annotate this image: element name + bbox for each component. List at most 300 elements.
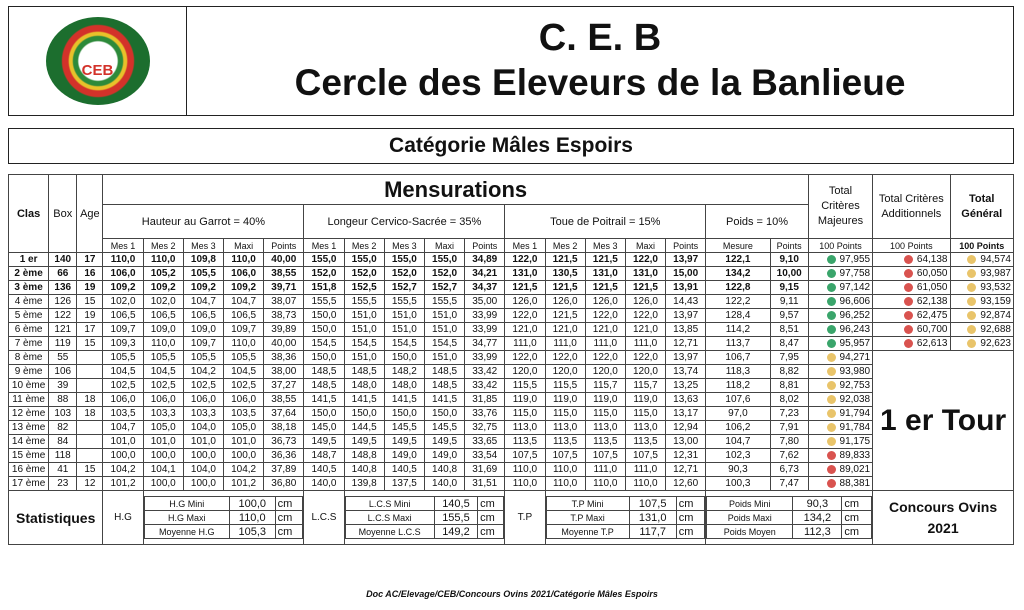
table-row (9, 351, 1014, 365)
poids-value: 7,95 (770, 351, 808, 365)
tp-value: 131,0 (625, 267, 665, 281)
status-dot-icon (827, 269, 836, 278)
total-additionnels-cell-value: 62,613 (916, 338, 948, 349)
stat-label: Poids Maxi (707, 511, 793, 525)
age-cell: 18 (77, 393, 103, 407)
tp-value: 113,0 (585, 421, 625, 435)
hg-value: 100,0 (143, 477, 183, 491)
stat-value: 134,2 (793, 511, 842, 525)
total-general-cell-value: 93,159 (980, 296, 1011, 307)
lcs-value: 154,5 (424, 337, 464, 351)
tp-value: 111,0 (625, 337, 665, 351)
age-cell: 18 (77, 407, 103, 421)
lcs-value: 149,5 (304, 435, 344, 449)
rank-cell: 5 ème (9, 309, 49, 323)
hg-value: 38,55 (264, 267, 304, 281)
age-cell: 12 (77, 477, 103, 491)
tp-value: 111,0 (625, 463, 665, 477)
tp-value: 119,0 (625, 393, 665, 407)
lcs-value: 148,0 (344, 379, 384, 393)
lcs-value: 150,0 (344, 407, 384, 421)
poids-value: 97,0 (706, 407, 770, 421)
total-majeures-cell-value: 92,753 (839, 380, 871, 391)
tp-value: 131,0 (585, 267, 625, 281)
stat-label: Poids Moyen (707, 525, 793, 539)
total-additionnels-cell (873, 323, 950, 337)
hg-value: 36,36 (264, 449, 304, 463)
stat-label: L.C.S Mini (345, 497, 434, 511)
lcs-value: 152,0 (304, 267, 344, 281)
hg-value: 104,1 (143, 463, 183, 477)
lcs-value: 140,8 (424, 463, 464, 477)
box-cell: 55 (49, 351, 77, 365)
box-cell: 106 (49, 365, 77, 379)
lcs-value: 152,5 (344, 281, 384, 295)
results-table (8, 174, 1014, 545)
total-general-cell (950, 253, 1014, 267)
lcs-value: 140,5 (384, 463, 424, 477)
lcs-value: 150,0 (424, 407, 464, 421)
hg-value: 109,2 (103, 281, 143, 295)
rank-cell: 8 ème (9, 351, 49, 365)
hg-value: 109,7 (103, 323, 143, 337)
age-cell: 19 (77, 281, 103, 295)
status-dot-icon (827, 255, 836, 264)
poids-value: 104,7 (706, 435, 770, 449)
total-majeures-cell (808, 337, 872, 351)
stat-label: L.C.S Maxi (345, 511, 434, 525)
hg-value: 110,0 (224, 337, 264, 351)
tp-value: 119,0 (505, 393, 545, 407)
total-additionnels-cell-value: 61,050 (916, 282, 948, 293)
poids-value: 102,3 (706, 449, 770, 463)
hg-value: 40,00 (264, 253, 304, 267)
hg-value: 38,07 (264, 295, 304, 309)
hg-value: 105,5 (183, 351, 223, 365)
stat-unit: cm (478, 511, 504, 525)
stat-value: 149,2 (434, 525, 477, 539)
hg-value: 110,0 (224, 253, 264, 267)
hg-value: 103,5 (103, 407, 143, 421)
poids-value: 128,4 (706, 309, 770, 323)
total-general-cell-value: 93,987 (980, 268, 1011, 279)
lcs-value: 148,7 (304, 449, 344, 463)
tp-value: 121,5 (585, 281, 625, 295)
lcs-value: 145,0 (304, 421, 344, 435)
table-row (9, 295, 1014, 309)
hg-value: 106,0 (224, 393, 264, 407)
lcs-value: 33,99 (465, 351, 505, 365)
lcs-value: 148,5 (304, 365, 344, 379)
group-longeur-cervico: Longeur Cervico-Sacrée = 35% (304, 205, 505, 239)
hg-value: 106,0 (143, 393, 183, 407)
hg-value: 101,0 (183, 435, 223, 449)
lcs-value: 155,5 (304, 295, 344, 309)
subheader-mes2: Mes 2 (344, 239, 384, 253)
tp-value: 121,5 (505, 281, 545, 295)
box-cell: 84 (49, 435, 77, 449)
lcs-value: 152,7 (424, 281, 464, 295)
box-cell: 126 (49, 295, 77, 309)
tp-value: 121,0 (585, 323, 625, 337)
lcs-value: 34,89 (465, 253, 505, 267)
table-row (9, 421, 1014, 435)
subheader-maxi: Maxi (424, 239, 464, 253)
tp-value: 115,7 (625, 379, 665, 393)
lcs-value: 141,5 (384, 393, 424, 407)
box-cell: 119 (49, 337, 77, 351)
tp-value: 122,0 (505, 351, 545, 365)
hg-value: 38,55 (264, 393, 304, 407)
tp-value: 13,97 (666, 351, 706, 365)
tp-value: 111,0 (505, 337, 545, 351)
lcs-value: 31,85 (465, 393, 505, 407)
tp-value: 121,5 (545, 309, 585, 323)
lcs-value: 35,00 (465, 295, 505, 309)
hg-value: 40,00 (264, 337, 304, 351)
hg-value: 106,5 (103, 309, 143, 323)
hg-value: 102,5 (103, 379, 143, 393)
tp-value: 126,0 (585, 295, 625, 309)
group-toue-poitrail: Toue de Poitrail = 15% (505, 205, 706, 239)
box-cell: 103 (49, 407, 77, 421)
stat-value: 105,3 (229, 525, 275, 539)
tp-value: 121,5 (545, 253, 585, 267)
tp-value: 13,63 (666, 393, 706, 407)
stat-unit: cm (275, 525, 303, 539)
poids-value: 6,73 (770, 463, 808, 477)
stat-unit: cm (842, 511, 872, 525)
total-general-cell-value: 93,532 (980, 282, 1011, 293)
round-label: 1 er Tour (873, 351, 1014, 491)
stat-label: Moyenne T.P (546, 525, 629, 539)
tp-value: 126,0 (505, 295, 545, 309)
lcs-value: 141,5 (344, 393, 384, 407)
total-additionnels-cell (873, 253, 950, 267)
title-block (187, 7, 1013, 115)
age-cell: 17 (77, 253, 103, 267)
status-dot-icon (827, 367, 836, 376)
tp-value: 115,5 (545, 379, 585, 393)
total-majeures-cell (808, 477, 872, 491)
hg-value: 102,5 (224, 379, 264, 393)
lcs-value: 31,51 (465, 477, 505, 491)
tp-value: 126,0 (545, 295, 585, 309)
rank-cell: 17 ème (9, 477, 49, 491)
lcs-value: 140,5 (304, 463, 344, 477)
lcs-value: 33,76 (465, 407, 505, 421)
stat-unit: cm (275, 497, 303, 511)
hg-value: 105,2 (143, 267, 183, 281)
hg-value: 105,5 (183, 267, 223, 281)
lcs-value: 144,5 (344, 421, 384, 435)
total-majeures-cell (808, 463, 872, 477)
table-row (9, 323, 1014, 337)
rank-cell: 3 ème (9, 281, 49, 295)
hg-value: 101,0 (224, 435, 264, 449)
rank-cell: 11 ème (9, 393, 49, 407)
lcs-value: 33,54 (465, 449, 505, 463)
age-cell (77, 449, 103, 463)
lcs-value: 155,0 (424, 253, 464, 267)
hg-value: 110,0 (143, 253, 183, 267)
subheader-points: Points (666, 239, 706, 253)
rank-cell: 14 ème (9, 435, 49, 449)
tp-value: 12,71 (666, 337, 706, 351)
rank-cell: 6 ème (9, 323, 49, 337)
hg-value: 109,0 (183, 323, 223, 337)
poids-value: 106,2 (706, 421, 770, 435)
stat-label: Moyenne L.C.S (345, 525, 434, 539)
table-row (9, 337, 1014, 351)
tp-value: 122,0 (545, 351, 585, 365)
status-dot-icon (904, 297, 913, 306)
rank-cell: 10 ème (9, 379, 49, 393)
tp-value: 119,0 (545, 393, 585, 407)
tp-value: 107,5 (505, 449, 545, 463)
poids-value: 114,2 (706, 323, 770, 337)
rank-cell: 4 ème (9, 295, 49, 309)
tp-value: 120,0 (585, 365, 625, 379)
total-majeures-header: Total Critères Majeures (808, 175, 872, 239)
total-majeures-cell-value: 92,038 (839, 394, 871, 405)
lcs-value: 151,0 (384, 309, 424, 323)
stat-value: 131,0 (629, 511, 676, 525)
lcs-value: 152,0 (344, 267, 384, 281)
table-row (9, 407, 1014, 421)
lcs-value: 155,0 (344, 253, 384, 267)
total-majeures-cell-value: 94,271 (839, 352, 871, 363)
total-majeures-cell-value: 89,021 (839, 464, 871, 475)
hg-value: 104,7 (103, 421, 143, 435)
total-majeures-cell (808, 421, 872, 435)
hg-value: 103,5 (224, 407, 264, 421)
age-cell (77, 421, 103, 435)
table-row (9, 435, 1014, 449)
stat-value: 110,0 (229, 511, 275, 525)
table-row (9, 281, 1014, 295)
box-cell: 39 (49, 379, 77, 393)
subheader-mes3: Mes 3 (384, 239, 424, 253)
hg-value: 37,64 (264, 407, 304, 421)
tp-value: 113,5 (625, 435, 665, 449)
poids-value: 9,10 (770, 253, 808, 267)
tp-value: 122,0 (625, 309, 665, 323)
lcs-value: 151,0 (424, 351, 464, 365)
lcs-value: 140,0 (424, 477, 464, 491)
lcs-value: 33,99 (465, 309, 505, 323)
poids-value: 134,2 (706, 267, 770, 281)
poids-value: 7,91 (770, 421, 808, 435)
status-dot-icon (827, 339, 836, 348)
hg-value: 109,8 (183, 253, 223, 267)
lcs-value: 148,5 (304, 379, 344, 393)
poids-value: 9,15 (770, 281, 808, 295)
poids-value: 122,1 (706, 253, 770, 267)
status-dot-icon (827, 297, 836, 306)
tp-value: 122,0 (505, 253, 545, 267)
total-general-cell (950, 281, 1014, 295)
poids-value: 107,6 (706, 393, 770, 407)
total-majeures-cell-value: 97,758 (839, 268, 871, 279)
total-majeures-cell-value: 93,980 (839, 366, 871, 377)
hg-value: 106,5 (224, 309, 264, 323)
total-majeures-cell (808, 435, 872, 449)
poids-value: 118,3 (706, 365, 770, 379)
stat-lcs-abbr: L.C.S (304, 491, 344, 545)
total-additionnels-cell (873, 281, 950, 295)
tp-value: 14,43 (666, 295, 706, 309)
hg-value: 104,2 (183, 365, 223, 379)
box-cell: 121 (49, 323, 77, 337)
lcs-value: 148,5 (344, 365, 384, 379)
tp-value: 110,0 (505, 477, 545, 491)
poids-value: 122,2 (706, 295, 770, 309)
lcs-value: 149,0 (424, 449, 464, 463)
hg-value: 102,0 (143, 295, 183, 309)
poids-value: 9,57 (770, 309, 808, 323)
total-additionnels-cell (873, 309, 950, 323)
total-majeures-cell (808, 267, 872, 281)
ceb-logo-icon (46, 17, 150, 105)
age-cell: 15 (77, 337, 103, 351)
page-title: C. E. B (538, 17, 662, 59)
age-cell: 17 (77, 323, 103, 337)
tp-value: 113,0 (505, 421, 545, 435)
total-majeures-cell (808, 351, 872, 365)
tp-value: 121,0 (505, 323, 545, 337)
total-majeures-cell-value: 95,957 (839, 338, 871, 349)
hg-value: 105,5 (103, 351, 143, 365)
status-dot-icon (904, 311, 913, 320)
age-cell: 15 (77, 463, 103, 477)
poids-value: 7,47 (770, 477, 808, 491)
box-cell: 118 (49, 449, 77, 463)
lcs-value: 140,8 (344, 463, 384, 477)
total-additionnels-cell (873, 337, 950, 351)
total-majeures-cell (808, 407, 872, 421)
total-general-header: Total Général (950, 175, 1014, 239)
hg-value: 105,0 (224, 421, 264, 435)
header (8, 6, 1014, 116)
subheader-maxi: Maxi (224, 239, 264, 253)
tp-value: 113,5 (585, 435, 625, 449)
table-row (9, 253, 1014, 267)
lcs-value: 155,5 (344, 295, 384, 309)
status-dot-icon (827, 423, 836, 432)
hg-value: 38,00 (264, 365, 304, 379)
concours-label (873, 491, 1014, 545)
lcs-value: 33,99 (465, 323, 505, 337)
category-title: Catégorie Mâles Espoirs (8, 128, 1014, 164)
col-clas: Clas (9, 175, 49, 253)
hg-value: 100,0 (103, 449, 143, 463)
hg-value: 106,5 (143, 309, 183, 323)
hg-value: 104,2 (224, 463, 264, 477)
rank-cell: 2 ème (9, 267, 49, 281)
hg-value: 102,5 (183, 379, 223, 393)
table-row (9, 463, 1014, 477)
total-additionnels-cell-value: 62,138 (916, 296, 948, 307)
hg-value: 38,36 (264, 351, 304, 365)
hg-value: 104,0 (183, 463, 223, 477)
statistics-label: Statistiques (9, 491, 103, 545)
stat-value: 100,0 (229, 497, 275, 511)
age-cell (77, 351, 103, 365)
lcs-value: 150,0 (304, 407, 344, 421)
total-majeures-cell (808, 449, 872, 463)
table-row (9, 477, 1014, 491)
hg-value: 38,18 (264, 421, 304, 435)
statistics-row (9, 491, 1014, 545)
hg-value: 105,5 (143, 351, 183, 365)
total-majeures-cell (808, 365, 872, 379)
lcs-value: 137,5 (384, 477, 424, 491)
lcs-value: 141,5 (424, 393, 464, 407)
lcs-value: 149,0 (384, 449, 424, 463)
hg-value: 110,0 (143, 337, 183, 351)
tp-value: 120,0 (545, 365, 585, 379)
tp-value: 126,0 (625, 295, 665, 309)
status-dot-icon (967, 325, 976, 334)
tp-value: 111,0 (585, 337, 625, 351)
total-general-cell (950, 337, 1014, 351)
subheader-points: Points (770, 239, 808, 253)
tp-value: 13,74 (666, 365, 706, 379)
poids-value: 10,00 (770, 267, 808, 281)
box-cell: 23 (49, 477, 77, 491)
total-additionnels-cell-value: 60,050 (916, 268, 948, 279)
tp-value: 13,85 (666, 323, 706, 337)
lcs-value: 149,5 (344, 435, 384, 449)
footer-doc-reference: Doc AC/Elevage/CEB/Concours Ovins 2021/Catégorie Mâles Espoirs (366, 589, 658, 599)
table-row (9, 365, 1014, 379)
lcs-value: 150,0 (304, 351, 344, 365)
lcs-value: 150,0 (304, 309, 344, 323)
tp-value: 12,94 (666, 421, 706, 435)
status-dot-icon (827, 381, 836, 390)
tp-value: 115,0 (505, 407, 545, 421)
stat-label: Moyenne H.G (144, 525, 229, 539)
hg-value: 103,3 (143, 407, 183, 421)
tp-value: 115,5 (505, 379, 545, 393)
stat-unit: cm (676, 525, 705, 539)
tp-value: 131,0 (505, 267, 545, 281)
stat-label: T.P Maxi (546, 511, 629, 525)
stat-value: 90,3 (793, 497, 842, 511)
hg-value: 109,2 (183, 281, 223, 295)
lcs-value: 148,5 (424, 365, 464, 379)
lcs-value: 31,69 (465, 463, 505, 477)
total-majeures-cell (808, 309, 872, 323)
tp-value: 121,5 (585, 253, 625, 267)
status-dot-icon (827, 465, 836, 474)
hg-value: 109,7 (224, 323, 264, 337)
lcs-value: 152,7 (384, 281, 424, 295)
tp-value: 119,0 (585, 393, 625, 407)
status-dot-icon (827, 395, 836, 404)
stat-label: Poids Mini (707, 497, 793, 511)
subheader-mes1: Mes 1 (505, 239, 545, 253)
lcs-value: 155,0 (384, 253, 424, 267)
tp-value: 13,91 (666, 281, 706, 295)
hg-value: 106,0 (183, 393, 223, 407)
hg-value: 104,0 (183, 421, 223, 435)
rank-cell: 7 ème (9, 337, 49, 351)
poids-value: 106,7 (706, 351, 770, 365)
total-general-cell-value: 94,574 (980, 254, 1011, 265)
tp-value: 122,0 (625, 253, 665, 267)
